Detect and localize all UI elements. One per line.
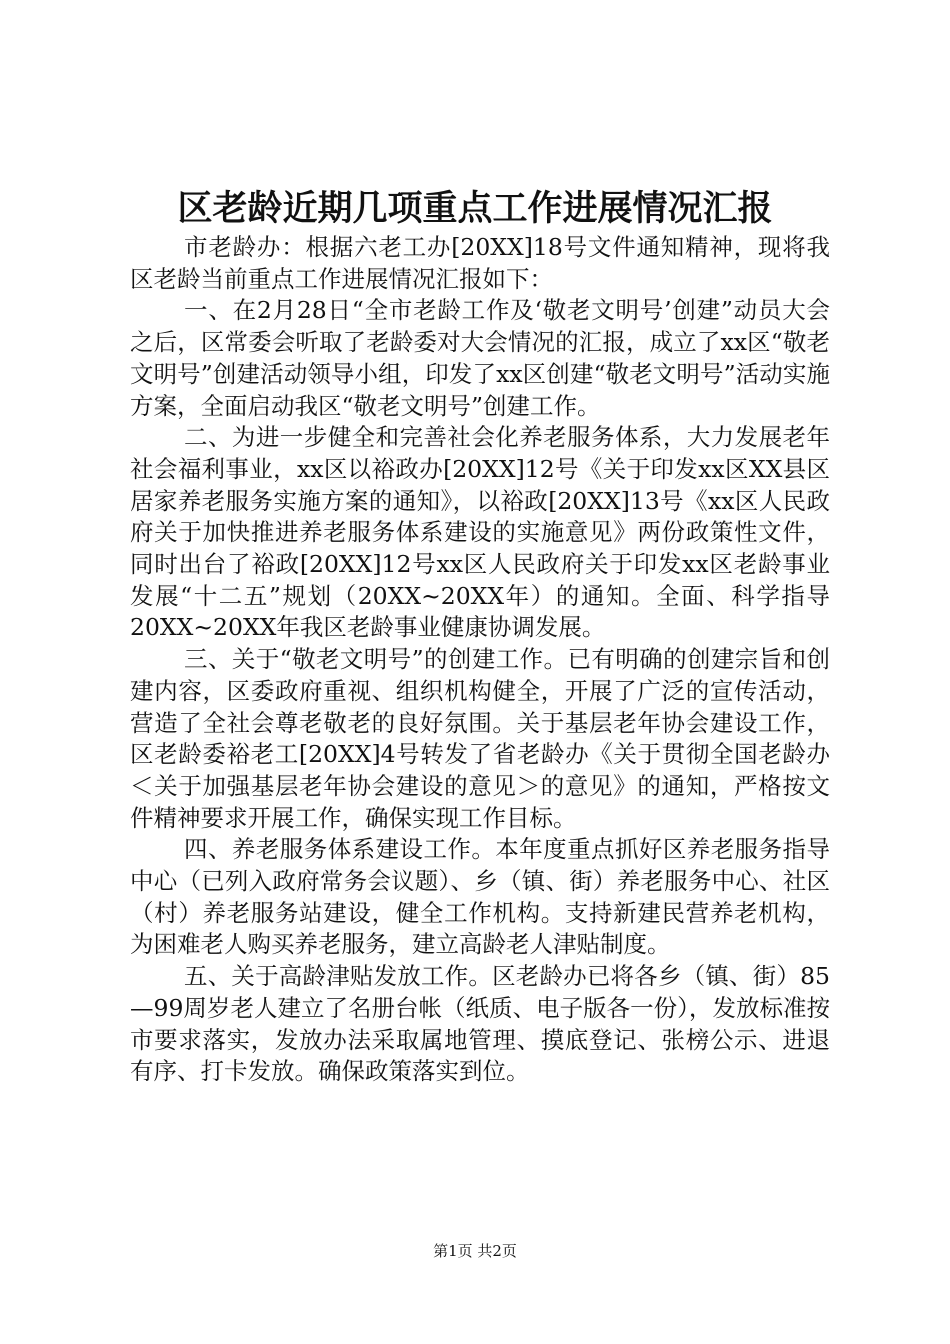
paragraph-item-2: 二、为进一步健全和完善社会化养老服务体系，大力发展老年社会福利事业，xx区以裕政办[20XX]12号《关于印发xx区XX县区居家养老服务实施方案的通知》，以裕政[20XX]13号《xx区人民政府关于加快推进养老服务体系建设的实施意见》两份政策性文件，同时出台了裕政[20XX]12号xx区人民政府关于印发xx区老龄事业发展“十二五”规划（20XX~20XX年）的通知。全面、科学指导20XX~20XX年我区老龄事业健康协调发展。 xyxy=(130,423,830,642)
document-body xyxy=(130,232,830,1088)
paragraph-intro: 市老龄办：根据六老工办[20XX]18号文件通知精神，现将我区老龄当前重点工作进展情况汇报如下： xyxy=(130,233,830,293)
paragraph-item-4: 四、养老服务体系建设工作。本年度重点抓好区养老服务指导中心（已列入政府常务会议题）、乡（镇、街）养老服务中心、社区（村）养老服务站建设，健全工作机构。支持新建民营养老机构，为困难老人购买养老服务，建立高龄老人津贴制度。 xyxy=(130,835,830,959)
paragraph-item-5: 五、关于高龄津贴发放工作。区老龄办已将各乡（镇、街）85—99周岁老人建立了名册台帐（纸质、电子版各一份），发放标准按市要求落实，发放办法采取属地管理、摸底登记、张榜公示、进退有序、打卡发放。确保政策落实到位。 xyxy=(130,962,830,1086)
document-title: 区老龄近期几项重点工作进展情况汇报 xyxy=(177,188,773,229)
paragraph-item-3: 三、关于“敬老文明号”的创建工作。已有明确的创建宗旨和创建内容，区委政府重视、组织机构健全，开展了广泛的宣传活动，营造了全社会尊老敬老的良好氛围。关于基层老年协会建设工作，区老龄委裕老工[20XX]4号转发了省老龄办《关于贯彻全国老龄办＜关于加强基层老年协会建设的意见＞的意见》的通知，严格按文件精神要求开展工作，确保实现工作目标。 xyxy=(130,645,830,832)
page-footer: 第1页 共2页 xyxy=(433,1242,517,1260)
paragraph-item-1: 一、在2月28日“全市老龄工作及‘敬老文明号’创建”动员大会之后，区常委会听取了老龄委对大会情况的汇报，成立了xx区“敬老文明号”创建活动领导小组，印发了xx区创建“敬老文明号”活动实施方案，全面启动我区“敬老文明号”创建工作。 xyxy=(130,296,830,420)
